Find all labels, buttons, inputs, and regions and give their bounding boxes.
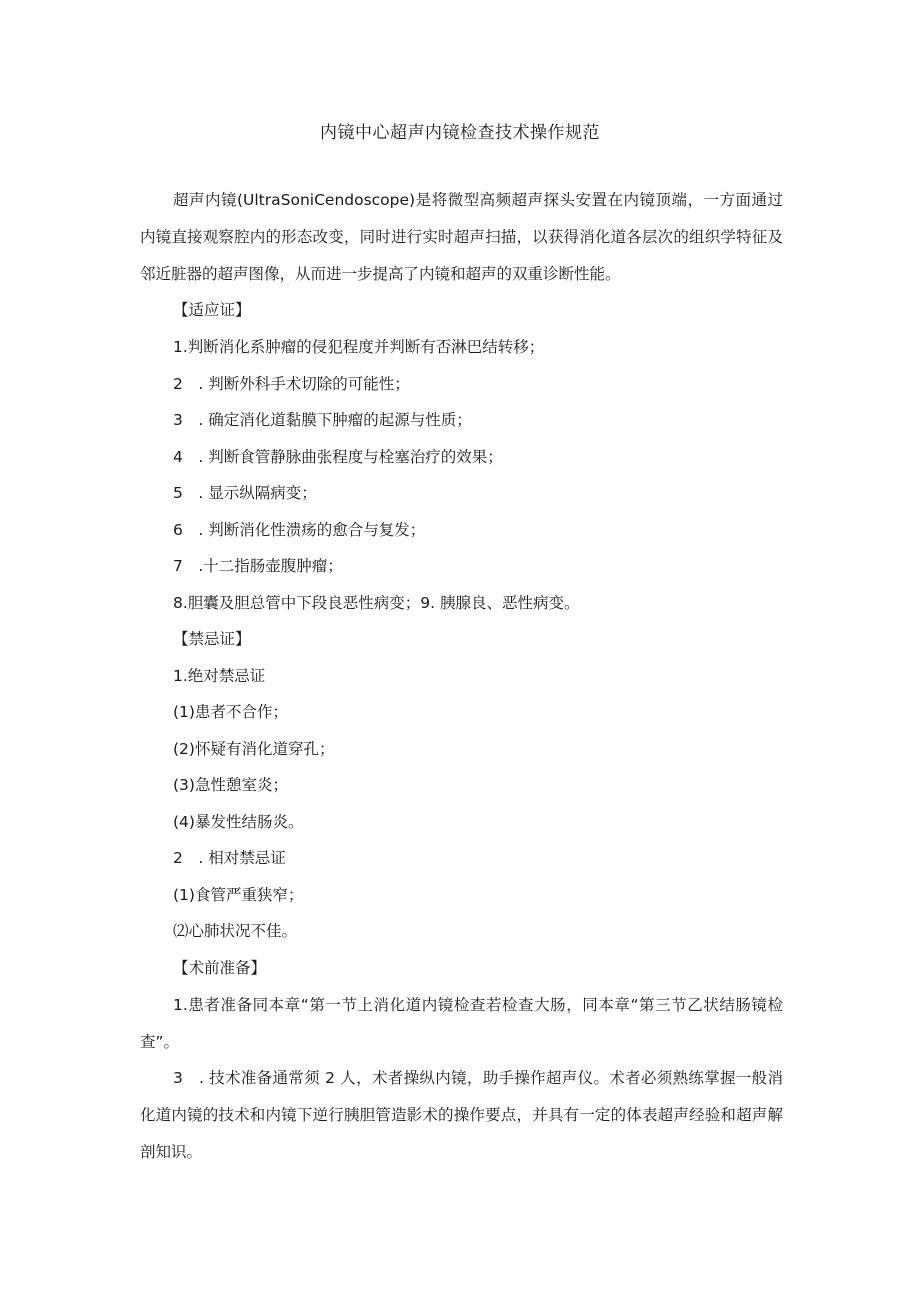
- contraindication-item: (4)暴发性结肠炎。: [173, 813, 304, 831]
- contraindication-item: (2)怀疑有消化道穿孔；: [173, 740, 335, 758]
- preparation-paragraph-2: 3 . 技术准备通常须 2 人，术者操纵内镜，助手操作超声仪。术者必须熟练掌握一般消化道内镜的技术和内镜下逆行胰胆管造影术的操作要点，并具有一定的体表超声经验和超声解剖知识。: [140, 1069, 783, 1161]
- indications-heading: 【适应证】: [173, 301, 251, 319]
- indication-item: 3 . 确定消化道黏膜下肿瘤的起源与性质；: [173, 411, 472, 429]
- indication-item: 1.判断消化系肿瘤的侵犯程度并判断有否淋巴结转移；: [173, 338, 545, 356]
- contraindication-item: (1)食管严重狭窄；: [173, 886, 304, 904]
- indication-item: 5 . 显示纵隔病变；: [173, 484, 317, 502]
- preparation-paragraph-1: 1.患者准备同本章“第一节上消化道内镜检查若检查大肠，同本章“第三节乙状结肠镜检查”。: [140, 996, 783, 1051]
- contraindication-item: (1)患者不合作；: [173, 703, 288, 721]
- contraindications-heading: 【禁忌证】: [173, 630, 251, 648]
- indication-item: 8.胆囊及胆总管中下段良恶性病变；9. 胰腺良、恶性病变。: [173, 594, 580, 612]
- indication-item: 4 . 判断食管静脉曲张程度与栓塞治疗的效果；: [173, 448, 503, 466]
- intro-paragraph: 超声内镜(UltraSoniCendoscope)是将微型高频超声探头安置在内镜顶端，一方面通过内镜直接观察腔内的形态改变，同时进行实时超声扫描，以获得消化道各层次的组织学特征及邻近脏器的超声图像，从而进一步提高了内镜和超声的双重诊断性能。: [140, 191, 783, 283]
- indication-item: 2 . 判断外科手术切除的可能性；: [173, 375, 410, 393]
- indication-item: 7 .十二指肠壶腹肿瘤；: [173, 557, 343, 575]
- indication-item: 6 . 判断消化性溃疡的愈合与复发；: [173, 521, 426, 539]
- contraindication-item: ⑵心肺状况不佳。: [173, 922, 298, 940]
- contraindication-item: (3)急性憩室炎；: [173, 776, 288, 794]
- contraindication-item: 1.绝对禁忌证: [173, 667, 266, 685]
- contraindication-item: 2 . 相对禁忌证: [173, 849, 286, 867]
- preparation-heading: 【术前准备】: [173, 959, 267, 977]
- page-title: 内镜中心超声内镜检查技术操作规范: [320, 123, 600, 143]
